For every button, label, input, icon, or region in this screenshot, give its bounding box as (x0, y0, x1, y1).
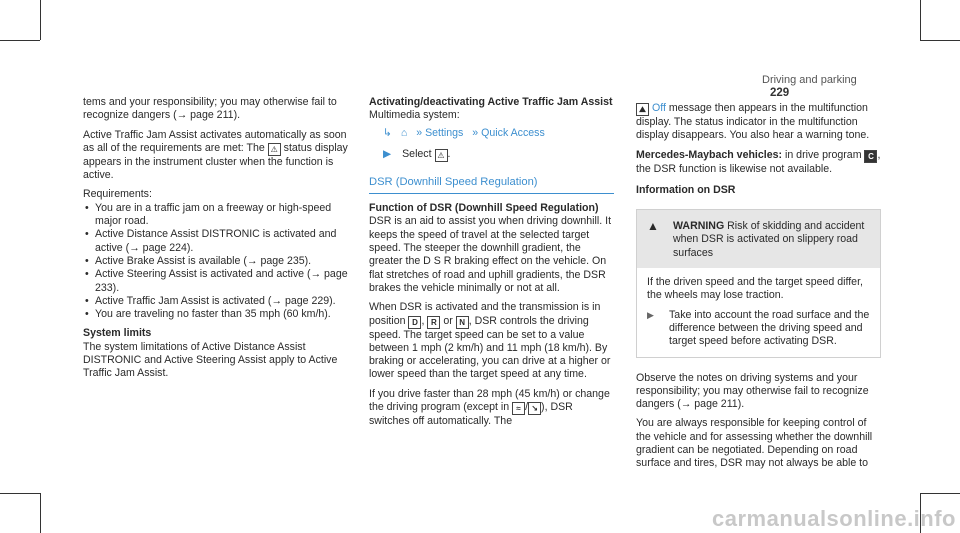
nav-path (369, 127, 614, 140)
function-heading: Function of DSR (Downhill Speed Regulation) (369, 202, 599, 215)
activates-cont-text: status display appears in the instrument cluster when the function is active. (83, 141, 348, 182)
responsible-text: You are always responsible for keeping control of the vehicle and for assessing whether the downhill gradient can be negotiated. Depending on road surface and tires, DSR may not always be able to (636, 417, 873, 470)
traffic-jam-assist-icon: ⚠ (268, 143, 281, 156)
home-icon: ⌂ (400, 126, 408, 139)
observe-text: Observe the notes on driving systems and your responsibility; you may otherwise fail to recognize dangers (→ page 211). (636, 371, 869, 411)
info-heading: Information on DSR (636, 183, 736, 196)
list-item: • Active Traffic Jam Assist is activated (→ page 229). (83, 295, 351, 308)
crop-mark (920, 0, 921, 40)
chevron-icon: » (472, 126, 479, 139)
gear-r-icon: R (427, 316, 440, 329)
crop-mark (920, 493, 960, 494)
column-left (83, 96, 351, 381)
chevron-icon: » (416, 126, 423, 139)
maybach-text: in drive program (784, 148, 862, 161)
dsr-section-title: DSR (Downhill Speed Regulation) (369, 176, 614, 194)
list-item: • Active Distance Assist DISTRONIC is activated and active (→ page 224). (83, 228, 351, 255)
function-text: DSR is an aid to assist you when driving downhill. It keeps the speed of travel at the selected target speed. The steeper the downhill gradient, the greater the D S R braking effect on the vehicle. On flat stretches of road and uphill gradients, the DSR brakes the vehicle minimally or not at all. (369, 215, 612, 294)
activated-text-a: When DSR is activated and the transmission is in position (369, 301, 601, 327)
crop-mark (0, 493, 40, 494)
gear-d-icon: D (408, 316, 421, 329)
arrow-icon: ▶ (383, 147, 392, 160)
list-item: • Active Steering Assist is activated and active (→ page 233). (83, 268, 351, 295)
activation-heading: Activating/deactivating Active Traffic Jam Assist (369, 96, 613, 108)
crop-mark (40, 0, 41, 40)
page-number: 229 (770, 87, 790, 100)
crop-mark (920, 40, 960, 41)
column-middle: Activating/deactivating Active Traffic Jam Assist Multimedia system: ↳ ⌂ » Settings » Quick Access ▶ Select ⚠ . DSR (Downhill Speed Regulation) Function of DSR (Downhill Speed Regulation) DSR is an aid to assist you when driving downhill. It keeps the speed of travel at the selected target speed. The steeper the downhill gradient, the greater the D S R braking effect on the vehicle. On flat stretches of road and uphill gradients, the DSR brakes the vehicle minimally or not at all. When DSR is activated and the transmission is in position D , R or N , DSR controls the driving speed. The target speed can be set to a value between 1 mph (2 km/h) and 11 mph (18 km/h). By braking or accelerating, you can drive at a higher or lower speed than the target speed at any time. If you drive faster than 28 mph (45 km/h) or change the driving program (except in ≈ / ↘ ), DSR switches off automatically. The (369, 96, 613, 428)
section-title: Driving and parking (762, 74, 857, 86)
dsr-icon: ⛰ (636, 103, 649, 116)
activated-text-b: , DSR controls the driving speed. The target speed can be set to a value between 1 mph (2 km/h) and 11 mph (18 km/h). By braking or accelerating, you can drive at a higher or lower speed than the target speed at any time. (369, 314, 611, 381)
crop-mark (0, 40, 40, 41)
list-item: • Active Brake Assist is available (→ page 235). (83, 255, 351, 268)
program-icon: ≈ (512, 402, 525, 415)
column-right (636, 102, 881, 471)
warning-action: Take into account the road surface and the difference between the driving speed and target speed before activating DSR. (669, 308, 870, 348)
warning-body: If the driven speed and the target speed differ, the wheels may lose traction. (647, 276, 863, 302)
arrow-icon: ▶ (647, 309, 654, 320)
page-header (762, 74, 880, 101)
nav-quick-access: Quick Access (481, 126, 545, 139)
off-text-2: ), DSR switches off automatically. The (369, 401, 573, 428)
multimedia-label: Multimedia system: (369, 109, 460, 122)
or-text: or (443, 314, 453, 327)
warning-box (636, 209, 881, 357)
crop-mark (40, 493, 41, 533)
maybach-text-2: , the DSR function is likewise not available. (636, 148, 881, 175)
maybach-label: Mercedes-Maybach vehicles: (636, 148, 783, 161)
warning-label: WARNING (673, 220, 725, 233)
gear-n-icon: N (456, 316, 469, 329)
limits-heading: System limits (83, 327, 152, 340)
activates-text: Active Traffic Jam Assist activates automatically as soon as all of the requirements are met: The (83, 128, 347, 154)
requirements-label: Requirements: (83, 188, 152, 201)
intro-text: tems and your responsibility; you may otherwise fail to recognize dangers (→ page 211). (83, 96, 337, 122)
off-label: Off (651, 102, 666, 114)
watermark: carmanualsonline.info (712, 505, 956, 531)
offroad-icon: ↘ (528, 402, 541, 415)
drive-program-icon: C (864, 150, 877, 163)
warning-icon: ▲ (647, 219, 659, 234)
warning-head: Risk of skidding and accident when DSR is activated on slippery road surfaces (673, 220, 865, 259)
select-label: Select (402, 147, 432, 160)
list-item: • You are in a traffic jam on a freeway or high-speed major road. (83, 202, 351, 229)
off-message: message then appears in the multifunction display. The status indicator in the multifunction display disappears. You also hear a warning tone. (636, 102, 870, 142)
list-item: • You are traveling no faster than 35 mph (60 km/h). (83, 308, 351, 321)
nav-arrow-icon: ↳ (383, 126, 392, 139)
traffic-jam-assist-icon: ⚠ (435, 149, 448, 162)
off-text: If you drive faster than 28 mph (45 km/h) or change the driving program (except in (369, 387, 610, 414)
requirements-list (83, 202, 351, 322)
limits-text: The system limitations of Active Distance Assist DISTRONIC and Active Steering Assist apply to Active Traffic Jam Assist. (83, 340, 338, 380)
nav-settings: Settings (425, 126, 464, 139)
